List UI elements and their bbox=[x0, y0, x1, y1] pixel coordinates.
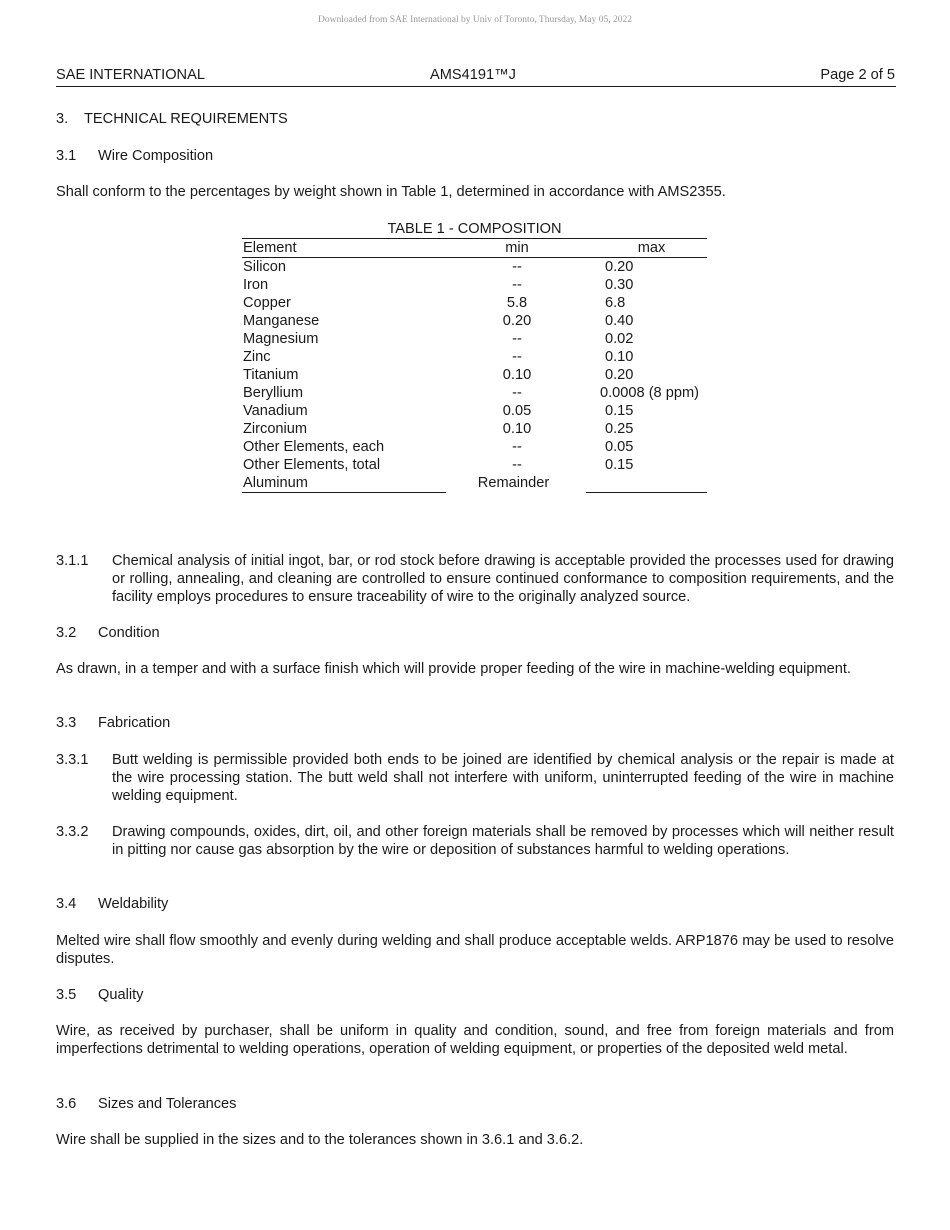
section-3-3-heading: Fabrication bbox=[98, 715, 171, 731]
cell-max: 0.02 bbox=[605, 331, 634, 347]
cell-element: Zinc bbox=[243, 349, 271, 365]
cell-max: 0.40 bbox=[605, 313, 634, 329]
cell-max: 0.0008 (8 ppm) bbox=[600, 385, 699, 401]
section-3-6-number: 3.6 bbox=[56, 1096, 77, 1112]
section-3-3-number: 3.3 bbox=[56, 715, 77, 731]
cell-element: Zirconium bbox=[243, 421, 308, 437]
table-row bbox=[242, 312, 707, 330]
header-page-number: Page 2 of 5 bbox=[820, 67, 895, 83]
header-document-id: AMS4191™J bbox=[430, 67, 516, 83]
section-3-1-1-number: 3.1.1 bbox=[56, 553, 89, 569]
table-rule-gap bbox=[446, 491, 586, 493]
table-row bbox=[242, 366, 707, 384]
cell-min: 0.10 bbox=[502, 367, 532, 383]
table-row bbox=[242, 384, 707, 402]
cell-element: Copper bbox=[243, 295, 291, 311]
cell-max: 0.20 bbox=[605, 259, 634, 275]
cell-element: Other Elements, each bbox=[243, 439, 385, 455]
page-header bbox=[56, 67, 896, 87]
cell-max: 0.05 bbox=[605, 439, 634, 455]
table-row bbox=[242, 258, 707, 276]
section-3-5-text: Wire, as received by purchaser, shall be uniform in quality and condition, sound, and free from foreign materials and from imperfections detrimental to welding operations, operation of welding equipment, or properties of the deposited weld metal. bbox=[56, 1023, 894, 1057]
cell-min: -- bbox=[512, 457, 522, 473]
cell-max: 0.25 bbox=[605, 421, 634, 437]
cell-min: -- bbox=[512, 259, 522, 275]
cell-max: 0.15 bbox=[605, 457, 634, 473]
cell-element: Magnesium bbox=[243, 331, 319, 347]
table-row bbox=[242, 456, 707, 474]
section-3-3-1-text: Butt welding is permissible provided both ends to be joined are identified by chemical analysis or the repair is made at the wire processing station. The butt weld shall not interfere with uniform, uninterrupted feeding of the wire in machine welding equipment. bbox=[112, 752, 894, 804]
section-3-1-1-text: Chemical analysis of initial ingot, bar, or rod stock before drawing is acceptable provided the processes used for drawing or rolling, annealing, and cleaning are controlled to ensure continued conformance to composition requirements, and the facility employs procedures to ensure traceability of wire to the originally analyzed source. bbox=[112, 553, 894, 605]
section-3-5-heading: Quality bbox=[98, 987, 144, 1003]
section-3-1-heading: Wire Composition bbox=[98, 148, 214, 164]
header-organization: SAE INTERNATIONAL bbox=[56, 67, 205, 83]
cell-element: Vanadium bbox=[243, 403, 308, 419]
cell-element: Titanium bbox=[243, 367, 299, 383]
section-3-number: 3. bbox=[56, 111, 69, 127]
cell-element: Beryllium bbox=[243, 385, 304, 401]
cell-min: 0.20 bbox=[502, 313, 532, 329]
cell-element: Other Elements, total bbox=[243, 457, 381, 473]
section-3-4-text: Melted wire shall flow smoothly and evenly during welding and shall produce acceptable welds. ARP1876 may be used to resolve disputes. bbox=[56, 933, 894, 967]
column-header-max: max bbox=[637, 240, 666, 256]
section-3-6-heading: Sizes and Tolerances bbox=[98, 1096, 237, 1112]
section-3-5-number: 3.5 bbox=[56, 987, 77, 1003]
download-watermark: Downloaded from SAE International by Univ of Toronto, Thursday, May 05, 2022 bbox=[318, 15, 632, 25]
table-1-title: TABLE 1 - COMPOSITION bbox=[387, 221, 562, 237]
section-3-2-text: As drawn, in a temper and with a surface finish which will provide proper feeding of the wire in machine-welding equipment. bbox=[56, 661, 851, 677]
section-3-6-text: Wire shall be supplied in the sizes and to the tolerances shown in 3.6.1 and 3.6.2. bbox=[56, 1132, 584, 1148]
cell-max: 0.20 bbox=[605, 367, 634, 383]
section-3-2-number: 3.2 bbox=[56, 625, 77, 641]
column-header-element: Element bbox=[243, 240, 297, 256]
cell-max: 6.8 bbox=[605, 295, 626, 311]
cell-element: Aluminum bbox=[243, 475, 308, 491]
table-row bbox=[242, 438, 707, 456]
section-3-2-heading: Condition bbox=[98, 625, 160, 641]
cell-element: Manganese bbox=[243, 313, 320, 329]
cell-element: Silicon bbox=[243, 259, 286, 275]
section-3-3-1-number: 3.3.1 bbox=[56, 752, 89, 768]
cell-min: -- bbox=[512, 277, 522, 293]
table-row bbox=[242, 420, 707, 438]
table-row bbox=[242, 276, 707, 294]
table-row bbox=[242, 348, 707, 366]
section-3-4-heading: Weldability bbox=[98, 896, 169, 912]
composition-table bbox=[242, 238, 707, 493]
table-row bbox=[242, 402, 707, 420]
table-header-row bbox=[242, 239, 707, 258]
section-3-4-number: 3.4 bbox=[56, 896, 77, 912]
cell-max: 0.15 bbox=[605, 403, 634, 419]
cell-min: 5.8 bbox=[506, 295, 528, 311]
table-row bbox=[242, 294, 707, 312]
cell-min: -- bbox=[512, 439, 522, 455]
cell-min: -- bbox=[512, 349, 522, 365]
cell-remainder: Remainder bbox=[477, 475, 550, 491]
section-3-heading: TECHNICAL REQUIREMENTS bbox=[84, 111, 288, 127]
cell-min: -- bbox=[512, 385, 522, 401]
section-3-1-text: Shall conform to the percentages by weight shown in Table 1, determined in accordance with AMS2355. bbox=[56, 184, 726, 200]
cell-min: 0.05 bbox=[502, 403, 532, 419]
cell-max: 0.30 bbox=[605, 277, 634, 293]
section-3-1-number: 3.1 bbox=[56, 148, 77, 164]
column-header-min: min bbox=[505, 240, 529, 256]
cell-min: 0.10 bbox=[502, 421, 532, 437]
table-row-aluminum bbox=[242, 474, 707, 493]
section-3-3-2-number: 3.3.2 bbox=[56, 824, 89, 840]
cell-max: 0.10 bbox=[605, 349, 634, 365]
table-row bbox=[242, 330, 707, 348]
cell-min: -- bbox=[512, 331, 522, 347]
section-3-3-2-text: Drawing compounds, oxides, dirt, oil, and other foreign materials shall be removed by processes which will neither result in pitting nor cause gas absorption by the wire or deposition of substances harmful to welding operations. bbox=[112, 824, 894, 858]
cell-element: Iron bbox=[243, 277, 269, 293]
